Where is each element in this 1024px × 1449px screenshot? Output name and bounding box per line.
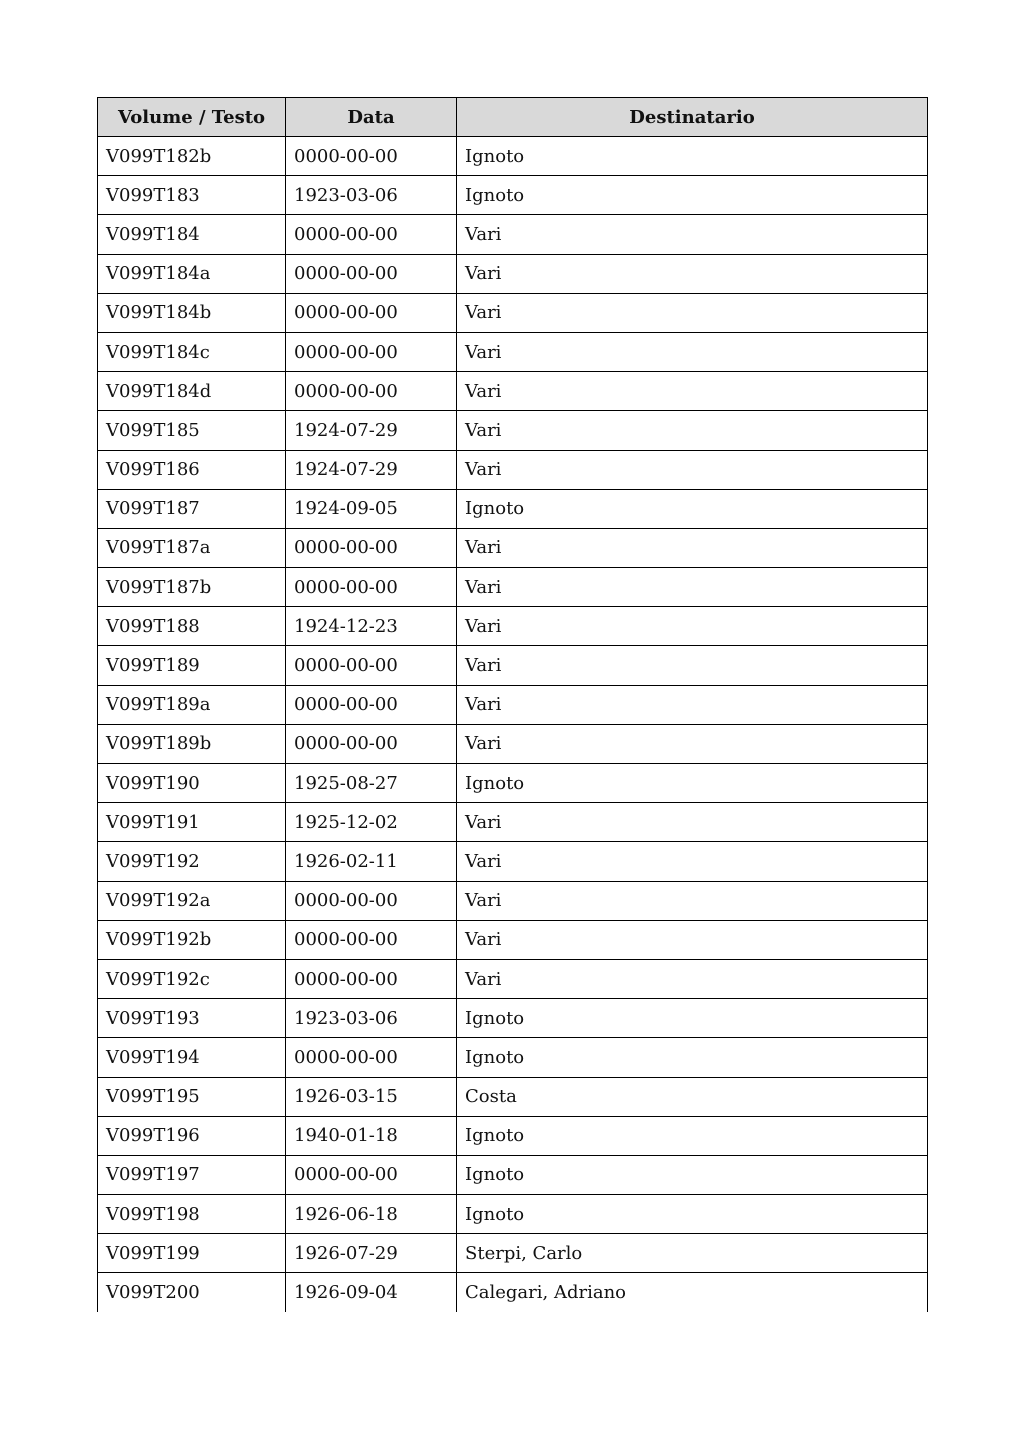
cell-destinatario: Vari — [457, 803, 928, 842]
cell-destinatario: Vari — [457, 372, 928, 411]
table-row — [98, 685, 928, 724]
cell-data: 1924-09-05 — [286, 489, 457, 528]
cell-data: 1924-12-23 — [286, 607, 457, 646]
cell-data: 1926-03-15 — [286, 1077, 457, 1116]
table-row — [98, 724, 928, 763]
cell-data: 0000-00-00 — [286, 215, 457, 254]
cell-volume-testo: V099T190 — [98, 764, 286, 803]
cell-data: 1925-12-02 — [286, 803, 457, 842]
cell-volume-testo: V099T192c — [98, 959, 286, 998]
cell-volume-testo: V099T189b — [98, 724, 286, 763]
cell-volume-testo: V099T193 — [98, 999, 286, 1038]
cell-destinatario: Vari — [457, 920, 928, 959]
cell-volume-testo: V099T192b — [98, 920, 286, 959]
table-row — [98, 1273, 928, 1312]
cell-destinatario: Vari — [457, 293, 928, 332]
cell-data: 0000-00-00 — [286, 568, 457, 607]
cell-volume-testo: V099T184a — [98, 254, 286, 293]
cell-destinatario: Ignoto — [457, 1195, 928, 1234]
table-row — [98, 568, 928, 607]
cell-data: 1925-08-27 — [286, 764, 457, 803]
cell-data: 1924-07-29 — [286, 450, 457, 489]
cell-volume-testo: V099T187b — [98, 568, 286, 607]
cell-destinatario: Vari — [457, 881, 928, 920]
header-row — [98, 98, 928, 137]
cell-data: 0000-00-00 — [286, 137, 457, 176]
cell-data: 0000-00-00 — [286, 293, 457, 332]
table-row — [98, 842, 928, 881]
table-row — [98, 803, 928, 842]
cell-destinatario: Vari — [457, 724, 928, 763]
cell-data: 1923-03-06 — [286, 999, 457, 1038]
column-header-data: Data — [286, 98, 457, 137]
cell-volume-testo: V099T194 — [98, 1038, 286, 1077]
cell-volume-testo: V099T187a — [98, 528, 286, 567]
cell-data: 0000-00-00 — [286, 1155, 457, 1194]
cell-volume-testo: V099T184d — [98, 372, 286, 411]
cell-data: 0000-00-00 — [286, 920, 457, 959]
records-table — [97, 97, 928, 1312]
cell-volume-testo: V099T196 — [98, 1116, 286, 1155]
cell-data: 1926-07-29 — [286, 1234, 457, 1273]
table-header — [98, 98, 928, 137]
cell-volume-testo: V099T200 — [98, 1273, 286, 1312]
cell-volume-testo: V099T192a — [98, 881, 286, 920]
table-row — [98, 372, 928, 411]
cell-data: 0000-00-00 — [286, 332, 457, 371]
cell-data: 0000-00-00 — [286, 724, 457, 763]
cell-destinatario: Vari — [457, 842, 928, 881]
cell-volume-testo: V099T183 — [98, 176, 286, 215]
cell-destinatario: Vari — [457, 685, 928, 724]
cell-data: 1940-01-18 — [286, 1116, 457, 1155]
cell-data: 0000-00-00 — [286, 881, 457, 920]
cell-destinatario: Ignoto — [457, 1116, 928, 1155]
column-header-volume-testo: Volume / Testo — [98, 98, 286, 137]
cell-destinatario: Vari — [457, 568, 928, 607]
cell-data: 1923-03-06 — [286, 176, 457, 215]
cell-volume-testo: V099T189 — [98, 646, 286, 685]
column-header-destinatario: Destinatario — [457, 98, 928, 137]
cell-destinatario: Sterpi, Carlo — [457, 1234, 928, 1273]
cell-destinatario: Ignoto — [457, 176, 928, 215]
cell-destinatario: Ignoto — [457, 1155, 928, 1194]
cell-destinatario: Ignoto — [457, 1038, 928, 1077]
cell-destinatario: Vari — [457, 646, 928, 685]
cell-destinatario: Vari — [457, 215, 928, 254]
table-row — [98, 1234, 928, 1273]
cell-volume-testo: V099T184 — [98, 215, 286, 254]
cell-destinatario: Vari — [457, 450, 928, 489]
cell-volume-testo: V099T185 — [98, 411, 286, 450]
table-row — [98, 450, 928, 489]
table-body — [98, 137, 928, 1313]
table-row — [98, 881, 928, 920]
cell-destinatario: Costa — [457, 1077, 928, 1116]
cell-volume-testo: V099T198 — [98, 1195, 286, 1234]
cell-volume-testo: V099T186 — [98, 450, 286, 489]
cell-data: 1926-02-11 — [286, 842, 457, 881]
cell-data: 0000-00-00 — [286, 528, 457, 567]
table-row — [98, 411, 928, 450]
table-row — [98, 1195, 928, 1234]
cell-data: 0000-00-00 — [286, 372, 457, 411]
cell-destinatario: Ignoto — [457, 999, 928, 1038]
table-row — [98, 293, 928, 332]
cell-destinatario: Vari — [457, 254, 928, 293]
table-row — [98, 607, 928, 646]
cell-destinatario: Vari — [457, 411, 928, 450]
table-row — [98, 1038, 928, 1077]
table-row — [98, 489, 928, 528]
table-row — [98, 176, 928, 215]
cell-volume-testo: V099T184b — [98, 293, 286, 332]
cell-destinatario: Calegari, Adriano — [457, 1273, 928, 1312]
cell-volume-testo: V099T192 — [98, 842, 286, 881]
cell-data: 0000-00-00 — [286, 254, 457, 293]
cell-volume-testo: V099T187 — [98, 489, 286, 528]
cell-destinatario: Ignoto — [457, 489, 928, 528]
table-row — [98, 1116, 928, 1155]
cell-destinatario: Vari — [457, 607, 928, 646]
cell-volume-testo: V099T184c — [98, 332, 286, 371]
cell-data: 0000-00-00 — [286, 685, 457, 724]
cell-volume-testo: V099T191 — [98, 803, 286, 842]
cell-data: 0000-00-00 — [286, 646, 457, 685]
table-row — [98, 920, 928, 959]
cell-volume-testo: V099T199 — [98, 1234, 286, 1273]
cell-volume-testo: V099T182b — [98, 137, 286, 176]
table-row — [98, 1155, 928, 1194]
cell-data: 0000-00-00 — [286, 1038, 457, 1077]
table-row — [98, 646, 928, 685]
table-row — [98, 999, 928, 1038]
cell-volume-testo: V099T197 — [98, 1155, 286, 1194]
cell-destinatario: Vari — [457, 959, 928, 998]
cell-destinatario: Vari — [457, 528, 928, 567]
cell-destinatario: Ignoto — [457, 137, 928, 176]
cell-volume-testo: V099T195 — [98, 1077, 286, 1116]
table-row — [98, 137, 928, 176]
table-row — [98, 1077, 928, 1116]
table-row — [98, 332, 928, 371]
table-row — [98, 764, 928, 803]
cell-data: 1926-06-18 — [286, 1195, 457, 1234]
table-row — [98, 254, 928, 293]
cell-data: 1926-09-04 — [286, 1273, 457, 1312]
table-row — [98, 528, 928, 567]
table-row — [98, 215, 928, 254]
cell-data: 1924-07-29 — [286, 411, 457, 450]
cell-data: 0000-00-00 — [286, 959, 457, 998]
cell-volume-testo: V099T189a — [98, 685, 286, 724]
cell-destinatario: Vari — [457, 332, 928, 371]
table-row — [98, 959, 928, 998]
cell-destinatario: Ignoto — [457, 764, 928, 803]
cell-volume-testo: V099T188 — [98, 607, 286, 646]
